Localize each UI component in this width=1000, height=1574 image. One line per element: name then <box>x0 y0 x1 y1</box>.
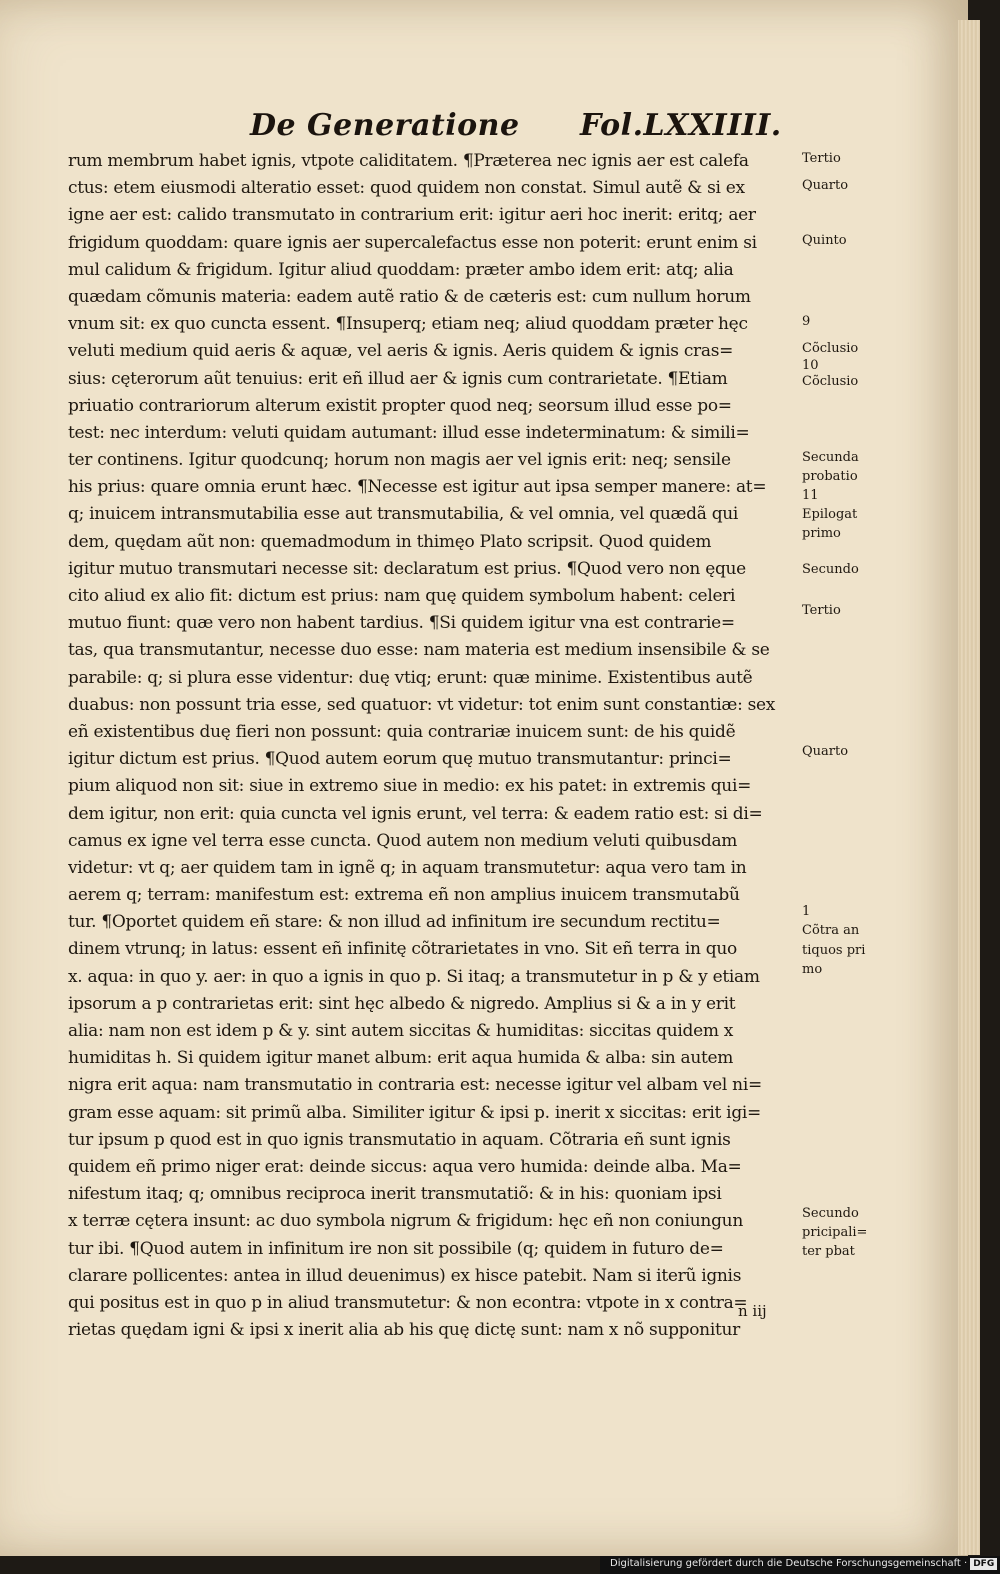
text-line: tas, qua transmutantur, necesse duo esse: nam materia est medium insensibile & se <box>68 640 770 661</box>
text-line: duabus: non possunt tria esse, sed quatuor: vt videtur: tot enim sunt constantiæ: sex <box>68 694 776 715</box>
margin-note: Secundo <box>802 1206 859 1222</box>
text-line: alia: nam non est idem p & y. sint autem siccitas & humiditas: siccitas quidem x <box>68 1021 734 1041</box>
margin-note: tiquos pri <box>802 942 866 958</box>
dfg-logo: DFG <box>970 1558 997 1570</box>
text-line: nifestum itaq; q; omnibus reciproca inerit transmutatiõ: & in his: quoniam ipsi <box>68 1184 722 1205</box>
text-line: sius: cęterorum aũt tenuius: erit eñ illud aer & ignis cum contrarietate. ¶Etiam <box>68 368 728 389</box>
main-text <box>68 148 798 1344</box>
text-line: igitur dictum est prius. ¶Quod autem eorum quę mutuo transmutantur: princi= <box>68 749 732 770</box>
text-line: x. aqua: in quo y. aer: in quo a ignis in quo p. Si itaq; a transmutetur in p & y etiam <box>68 966 760 987</box>
text-line: his prius: quare omnia erunt hæc. ¶Necesse est igitur aut ipsa semper manere: at= <box>68 477 767 498</box>
text-line: gram esse aquam: sit primũ alba. Similiter igitur & ipsi p. inerit x siccitas: erit igi= <box>68 1102 761 1123</box>
text-line: x terræ cętera insunt: ac duo symbola nigrum & frigidum: hęc eñ non coniungun <box>68 1211 743 1232</box>
margin-note: Secundo <box>802 561 859 577</box>
text-line: nigra erit aqua: nam transmutatio in contraria est: necesse igitur vel albam vel ni= <box>68 1075 762 1096</box>
text-line: igne aer est: calido transmutato in contrarium erit: igitur aeri hoc inerit: eritq; aer <box>68 205 756 226</box>
text-line: quidem eñ primo niger erat: deinde siccus: aqua vero humida: deinde alba. Ma= <box>68 1156 742 1177</box>
text-line: mutuo fiunt: quæ vero non habent tardius. ¶Si quidem igitur vna est contrarie= <box>68 613 735 634</box>
text-line: aerem q; terram: manifestum est: extrema eñ non amplius inuicem transmutabũ <box>68 885 740 906</box>
margin-note: 10 <box>802 357 819 373</box>
text-line: priuatio contrariorum alterum existit propter quod neq; seorsum illud esse po= <box>68 395 732 416</box>
margin-note: Quinto <box>802 232 847 248</box>
text-line: humiditas h. Si quidem igitur manet album: erit aqua humida & alba: sin autem <box>68 1048 734 1069</box>
text-line: dem igitur, non erit: quia cuncta vel ignis erunt, vel terra: & eadem ratio est: si di= <box>68 803 763 824</box>
text-line: tur ipsum p quod est in quo ignis transmutatio in aquam. Cõtraria eñ sunt ignis <box>68 1129 731 1150</box>
margin-note: primo <box>802 526 841 542</box>
text-line: quædam cõmunis materia: eadem autẽ ratio & de cæteris est: cum nullum horum <box>68 286 751 307</box>
margin-note: Cõtra an <box>802 923 860 939</box>
margin-note: Tertio <box>802 151 841 166</box>
text-line: rietas quędam igni & ipsi x inerit alia ab his quę dictę sunt: nam x nõ supponitur <box>68 1320 740 1341</box>
running-header <box>250 108 810 148</box>
margin-note: pricipali= <box>802 1225 868 1241</box>
header-title: De Generatione <box>250 108 520 143</box>
text-line: q; inuicem intransmutabilia esse aut transmutabilia, & vel omnia, vel quædã qui <box>68 504 739 525</box>
text-line: dinem vtrunq; in latus: essent eñ infinitę cõtrarietates in vno. Sit eñ terra in quo <box>68 939 737 960</box>
margin-note: Secunda <box>802 450 859 466</box>
margin-note: Quarto <box>802 178 849 194</box>
text-line: tur. ¶Oportet quidem eñ stare: & non illud ad infinitum ire secundum rectitu= <box>68 912 721 933</box>
digitization-credit <box>610 1558 997 1570</box>
text-line: clarare pollicentes: antea in illud deuenimus) ex hisce patebit. Nam si iterũ ignis <box>68 1265 742 1286</box>
text-line: mul calidum & frigidum. Igitur aliud quoddam: præter ambo idem erit: atq; alia <box>68 259 734 280</box>
margin-note: Quarto <box>802 743 849 759</box>
page-edge <box>958 20 980 1555</box>
signature-mark: n iij <box>738 1302 767 1320</box>
text-line: veluti medium quid aeris & aquæ, vel aeris & ignis. Aeris quidem & ignis cras= <box>68 341 734 362</box>
folio-number: Fol.LXXIIII. <box>580 108 782 143</box>
text-line: igitur mutuo transmutari necesse sit: declaratum est prius. ¶Quod vero non ęque <box>68 558 746 579</box>
margin-note: ter pbat <box>802 1244 855 1260</box>
text-line: eñ existentibus duę fieri non possunt: quia contrariæ inuicem sunt: de his quidẽ <box>68 721 736 742</box>
footer-text: Digitalisierung gefördert durch die Deutsche Forschungsgemeinschaft · <box>610 1558 968 1569</box>
margin-note: mo <box>802 961 823 977</box>
text-line: videtur: vt q; aer quidem tam in ignẽ q; in aquam transmutetur: aqua vero tam in <box>68 857 747 878</box>
text-line: qui positus est in quo p in aliud transmutetur: & non econtra: vtpote in x contra= <box>68 1292 748 1313</box>
text-line: dem, quędam aũt non: quemadmodum in thimęo Plato scripsit. Quod quidem <box>68 531 712 552</box>
margin-note: Epilogat <box>802 507 858 523</box>
text-line: rum membrum habet ignis, vtpote caliditatem. ¶Præterea nec ignis aer est calefa <box>68 151 749 171</box>
text-line: vnum sit: ex quo cuncta essent. ¶Insuperq; etiam neq; aliud quoddam præter hęc <box>68 314 748 335</box>
text-line: test: nec interdum: veluti quidam autumant: illud esse indeterminatum: & simili= <box>68 422 750 443</box>
text-line: frigidum quoddam: quare ignis aer supercalefactus esse non poterit: erunt enim si <box>68 232 757 253</box>
margin-note: 1 <box>802 904 811 920</box>
margin-note: Cõclusio <box>802 341 859 357</box>
margin-note: probatio <box>802 469 858 485</box>
margin-note: Tertio <box>802 602 841 618</box>
text-line: pium aliquod non sit: siue in extremo siue in medio: ex his patet: in extremis qui= <box>68 776 752 797</box>
text-line: parabile: q; si plura esse videntur: duę vtiq; erunt: quæ minime. Existentibus autẽ <box>68 667 753 688</box>
margin-note: 11 <box>802 488 819 504</box>
text-line: ipsorum a p contrarietas erit: sint hęc albedo & nigredo. Amplius si & a in y erit <box>68 993 736 1014</box>
text-line: ctus: etem eiusmodi alteratio esset: quod quidem non constat. Simul autẽ & si ex <box>68 178 745 199</box>
margin-note: 9 <box>802 314 811 330</box>
text-line: camus ex igne vel terra esse cuncta. Quod autem non medium veluti quibusdam <box>68 830 738 851</box>
text-line: ter continens. Igitur quodcunq; horum non magis aer vel ignis erit: neq; sensile <box>68 450 731 471</box>
margin-note: Cõclusio <box>802 374 859 390</box>
text-line: tur ibi. ¶Quod autem in infinitum ire non sit possibile (q; quidem in futuro de= <box>68 1238 724 1259</box>
text-line: cito aliud ex alio fit: dictum est prius: nam quę quidem symbolum habent: celeri <box>68 586 736 606</box>
